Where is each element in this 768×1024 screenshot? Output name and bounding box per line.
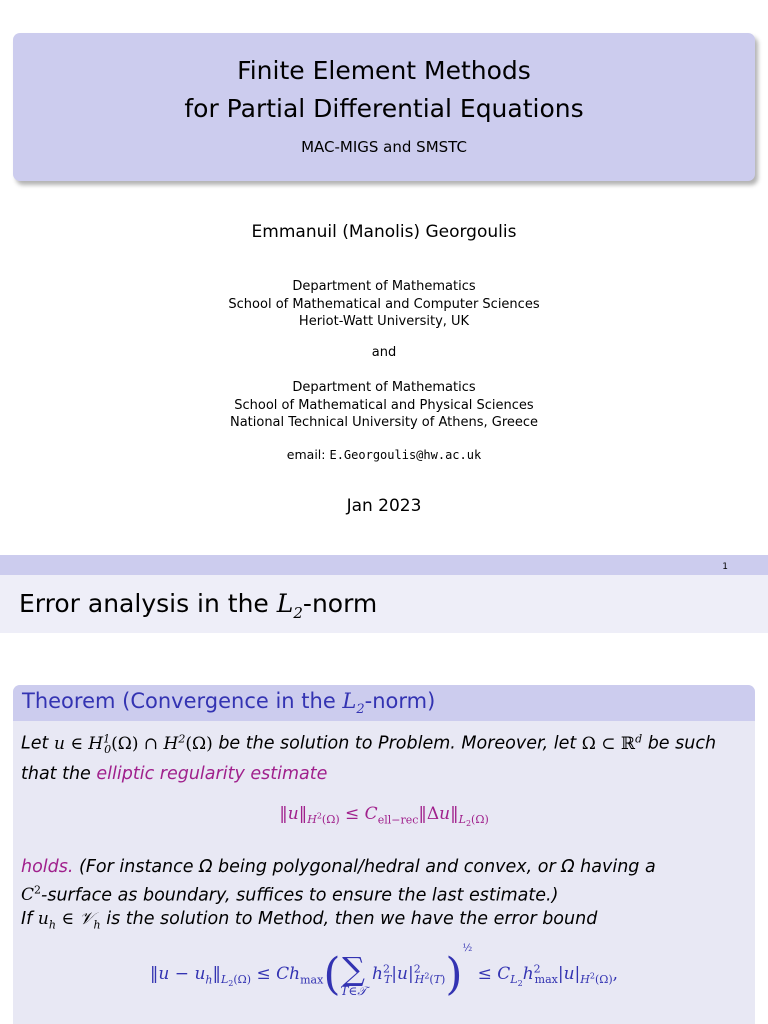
title-line-1: Finite Element Methods	[237, 56, 531, 85]
institution-1-line: School of Mathematical and Computer Sciences	[228, 296, 540, 312]
email-address: E.Georgoulis@hw.ac.uk	[329, 448, 482, 462]
email-label: email:	[286, 447, 326, 462]
title-box	[13, 33, 755, 181]
text-instance: (For instance Ω being polygonal/hedral and convex, or Ω having a	[79, 856, 656, 877]
sum-symbol: ∑ T∈𝒯	[340, 949, 367, 998]
elliptic-estimate-formula: $‖u‖_{H^2(\Omega)}$ ≤ $C_{ell-rec}‖\Delta u‖_{L_2(\Omega)}$	[279, 804, 489, 829]
and-text: and	[371, 345, 397, 360]
text-surface: -surface as boundary, suffices to ensure the last estimate.)	[41, 885, 559, 906]
text-if: If	[21, 909, 33, 930]
theorem-body	[13, 721, 755, 938]
email-line	[0, 447, 768, 462]
institution-2-line: Department of Mathematics	[292, 380, 476, 395]
date: Jan 2023	[346, 496, 422, 516]
theorem-title	[22, 689, 435, 717]
theorem-title-pre: Theorem (Convergence in the	[22, 689, 343, 713]
l2-symbol: $L_2$	[342, 689, 365, 718]
theorem-line-5	[21, 907, 747, 937]
text-that-the: that the	[21, 764, 91, 785]
frame-title-pre: Error analysis in the	[19, 589, 277, 618]
math-u-in-h: u ∈ $H^1_0(\Omega)$ ∩ $H^2(\Omega)$	[53, 732, 213, 757]
slide-header-bar	[0, 555, 768, 575]
theorem-title-post: -norm)	[364, 689, 436, 713]
error-bound-formula: ‖u − $u_h‖_{L_2(\Omega)} \le Ch_{max}$( ∑ T∈𝒯 $h^2_T|u|^2_{H^2(T)})^{\frac{1}{2}} \le C_{L_2}h^2_{max}|u|_{H^2(\Omega)}$,	[149, 943, 619, 1000]
frame-title	[19, 589, 377, 622]
institution-2-line: National Technical University of Athens, Greece	[229, 415, 539, 430]
holds-text: holds.	[21, 856, 74, 877]
institution-1	[0, 278, 768, 331]
author: Emmanuil (Manolis) Georgoulis	[251, 222, 517, 242]
text-is-solution: is the solution to Method, then we have the error bound	[106, 909, 598, 930]
frame-title-post: -norm	[302, 589, 378, 618]
institution-2-line: School of Mathematical and Physical Sciences	[234, 397, 534, 413]
institution-1-line: Heriot-Watt University, UK	[298, 314, 470, 329]
theorem-line-4	[21, 879, 747, 908]
math-uh-in-vh: $u_h$ ∈ 𝒱$_h$	[37, 909, 101, 932]
math-omega-subset: Ω ⊂ ℝ$^d$	[581, 732, 643, 754]
institution-1-line: Department of Mathematics	[292, 279, 476, 294]
title-line-2: for Partial Differential Equations	[184, 94, 584, 123]
math-c2: $C^2$	[21, 883, 42, 906]
elliptic-regularity-phrase: elliptic regularity estimate	[96, 764, 328, 785]
theorem-line-3	[21, 855, 747, 879]
theorem-block	[13, 685, 755, 1024]
page-number: 1	[722, 562, 728, 572]
text-solution: be the solution to Problem. Moreover, let	[218, 733, 577, 754]
theorem-line-1	[21, 727, 747, 762]
theorem-header	[13, 685, 755, 721]
theorem-line-2	[21, 762, 747, 786]
content-slide	[0, 555, 768, 1024]
subtitle: MAC-MIGS and SMSTC	[301, 138, 467, 156]
text-let: Let	[21, 733, 49, 754]
text-be-such: be such	[647, 733, 717, 754]
institution-2	[0, 379, 768, 432]
l2-symbol: $L_2$	[276, 589, 303, 622]
